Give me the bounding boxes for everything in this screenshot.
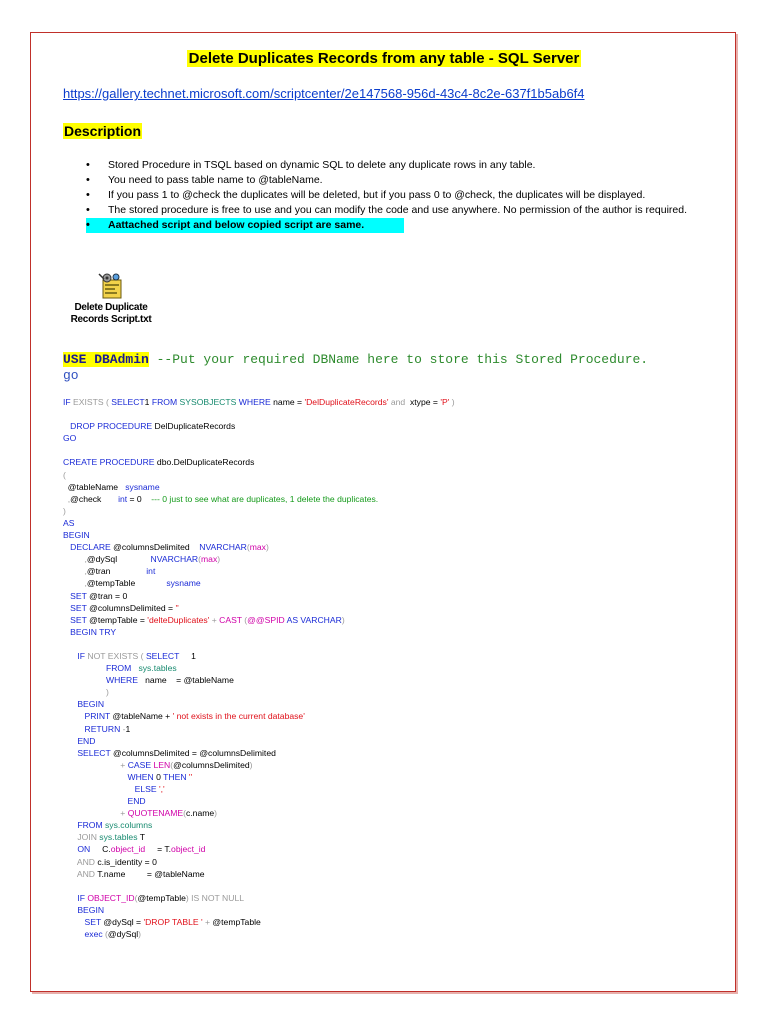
code-line (63, 928, 723, 940)
code-token: @tempTable (137, 892, 186, 903)
code-line (63, 396, 723, 408)
code-token: 'delteDuplicates' (147, 614, 210, 625)
code-token: SET (63, 917, 102, 928)
code-line (63, 565, 723, 577)
code-token: @tableName (63, 481, 126, 492)
code-token: @@SPID (247, 614, 285, 625)
code-line (63, 759, 723, 771)
code-line (63, 771, 723, 783)
code-token: END (63, 796, 146, 807)
code-token: @tempTable (212, 917, 261, 928)
code-token: SET (63, 602, 87, 613)
attachment-caption-line2: Records Script.txt (70, 314, 152, 325)
code-token: object_id (110, 844, 146, 855)
code-line (63, 529, 723, 541)
code-token: int (118, 493, 128, 504)
code-token: AS VARCHAR (284, 614, 342, 625)
code-token: SELECT (145, 650, 180, 661)
code-token: + (209, 614, 220, 625)
code-line (63, 674, 723, 686)
code-line (63, 626, 723, 638)
code-token: sysname (166, 578, 201, 589)
code-token: @tempTable = (86, 614, 148, 625)
code-token: FROM (151, 397, 178, 407)
code-token: ) (138, 929, 142, 940)
code-token: @dySql (107, 929, 139, 940)
code-token: END (63, 735, 96, 746)
code-token: @columnsDelimited = @columnsDelimited (110, 747, 276, 758)
code-token: sysname (125, 481, 160, 492)
code-token: ) (449, 397, 455, 407)
code-token: IF (63, 892, 85, 903)
code-line (63, 856, 723, 868)
code-token: CASE (127, 759, 152, 770)
code-token: BEGIN (63, 904, 105, 915)
bullet-item: • Stored Procedure in TSQL based on dynamic SQL to delete any duplicate rows in any table. (86, 159, 536, 171)
code-line (63, 747, 723, 759)
code-token: CREATE PROCEDURE (63, 457, 155, 468)
code-token: LEN (151, 759, 171, 770)
code-token: @columnsDelimited (173, 759, 250, 770)
code-token: EXISTS ( (70, 397, 112, 407)
code-line (63, 843, 723, 855)
code-token: name = @tableName (137, 675, 234, 686)
code-token: ) (217, 554, 221, 565)
code-token: , (63, 493, 71, 504)
code-token: xtype = (407, 397, 441, 407)
code-line (63, 735, 723, 747)
code-token: T (137, 832, 145, 843)
code-token: '' (186, 771, 193, 782)
code-line (63, 723, 723, 735)
code-token: NOT EXISTS ( (84, 650, 146, 661)
code-line (63, 505, 723, 517)
code-line (63, 541, 723, 553)
code-line (63, 456, 723, 468)
code-line (63, 553, 723, 565)
code-token: object_id (171, 844, 206, 855)
code-token: ( (63, 469, 66, 480)
code-line (63, 517, 723, 529)
code-line (63, 493, 723, 505)
code-token: sys.tables (131, 663, 177, 674)
code-token: SELECT (111, 397, 145, 407)
code-line (63, 892, 723, 904)
code-token: GO (63, 433, 77, 444)
code-line (63, 650, 723, 662)
bullet-item: • If you pass 1 to @check the duplicates will be deleted, but if you pass 0 to @check, the duplicates will be displayed. (86, 189, 646, 201)
code-token: IS NOT NULL (188, 892, 245, 903)
code-token: c.is_identity = 0 (95, 856, 157, 867)
code-token: ) (341, 614, 345, 625)
bullet-item: • You need to pass table name to @tableName. (86, 174, 323, 186)
code-token: 1 (144, 397, 152, 407)
code-line (63, 807, 723, 819)
code-token: 1 (125, 723, 131, 734)
code-token: SYSOBJECTS (177, 397, 239, 407)
code-token: ( (241, 614, 248, 625)
code-line (63, 880, 723, 892)
code-token: exec (63, 929, 103, 940)
use-keyword: USE DBAdmin (63, 352, 149, 367)
code-line (63, 698, 723, 710)
code-token: ON (63, 844, 91, 855)
use-database-line (63, 352, 648, 367)
code-token: AS (63, 517, 75, 528)
code-token: DelDuplicateRecords (152, 421, 236, 432)
bullet-item-highlighted: • Aattached script and below copied script are same. (86, 218, 404, 233)
code-token: ) (63, 687, 109, 698)
code-token: @tran = 0 (86, 590, 128, 601)
code-token: ( (102, 929, 108, 940)
code-token: ( (198, 554, 202, 565)
code-token: sys.tables (96, 832, 138, 843)
code-token: IF (63, 397, 71, 407)
code-token: ) (214, 808, 218, 819)
code-token: , (63, 566, 87, 577)
code-token: ( (246, 542, 250, 553)
code-line (63, 469, 723, 481)
code-token: AND (63, 856, 95, 867)
code-line (63, 408, 723, 420)
code-token: SET (63, 590, 87, 601)
description-heading: Description (64, 123, 142, 139)
code-token: SELECT (63, 747, 111, 758)
code-token: THEN (163, 771, 187, 782)
code-token: OBJECT_ID (84, 892, 135, 903)
code-token: RETURN (63, 723, 121, 734)
code-token: and (388, 397, 408, 407)
code-token: = T. (145, 844, 172, 855)
code-token: ( (134, 892, 138, 903)
code-line (63, 577, 723, 589)
go-line: go (63, 368, 79, 383)
attachment-caption-line1: Delete Duplicate (74, 302, 148, 313)
code-token: CAST (219, 614, 242, 625)
document-title: Delete Duplicates Records from any table - SQL Server (188, 50, 580, 67)
code-line (63, 831, 723, 843)
code-token: @tableName + (110, 711, 173, 722)
code-token: BEGIN TRY (63, 626, 117, 637)
code-token: NVARCHAR (199, 542, 247, 553)
code-token: 'P' (440, 397, 450, 407)
code-token: FROM (63, 663, 132, 674)
technet-gallery-link[interactable]: https://gallery.technet.microsoft.com/scriptcenter/2e147568-956d-43c4-8c2e-637f1b5ab6f4 (63, 86, 585, 101)
code-token: JOIN (63, 832, 97, 843)
code-line (63, 662, 723, 674)
code-token: ( (183, 808, 186, 819)
code-token: QUOTENAME (127, 808, 184, 819)
code-token: 0 (153, 771, 164, 782)
code-token: ) (63, 505, 66, 516)
code-line (63, 795, 723, 807)
code-token: ',' (156, 784, 165, 794)
sql-code-block (63, 396, 723, 940)
code-token: + (202, 917, 213, 928)
code-token: DROP PROCEDURE (63, 421, 153, 432)
code-line (63, 444, 723, 456)
code-token: @columnsDelimited = (86, 602, 176, 613)
code-token: , (63, 578, 87, 589)
code-token: dbo.DelDuplicateRecords (154, 457, 255, 468)
code-token: ( (170, 759, 174, 770)
code-token: , (63, 554, 87, 565)
code-line (63, 783, 723, 795)
code-token: DECLARE (63, 542, 111, 553)
code-token: sys.columns (102, 820, 153, 831)
code-line (63, 432, 723, 444)
code-token: int (146, 566, 156, 577)
code-token: C. (90, 844, 111, 855)
attached-script-file[interactable] (66, 272, 156, 326)
code-token: ) (249, 759, 253, 770)
code-token: @check (70, 493, 119, 504)
code-line (63, 868, 723, 880)
code-line (63, 819, 723, 831)
code-token: BEGIN (63, 530, 90, 541)
code-line (63, 590, 723, 602)
code-token: @tempTable (86, 578, 167, 589)
code-token: FROM (63, 820, 103, 831)
code-token: ' not exists in the current database' (172, 711, 305, 722)
code-token: T.name = @tableName (95, 868, 205, 879)
code-line (63, 916, 723, 928)
code-token: max (201, 554, 218, 565)
code-token: = 0 (127, 493, 152, 504)
code-token: ) (265, 542, 269, 553)
code-token: @tran (86, 566, 147, 577)
code-token: AND (63, 868, 95, 879)
code-token: NVARCHAR (150, 554, 199, 565)
code-line (63, 904, 723, 916)
script-file-icon (96, 272, 126, 300)
code-token: 'DROP TABLE ' (143, 917, 203, 928)
code-token: @dySql = (101, 917, 144, 928)
code-line (63, 638, 723, 650)
code-line (63, 710, 723, 722)
code-token: max (249, 542, 266, 553)
code-token: name = (270, 397, 305, 407)
use-comment: --Put your required DBName here to store this Stored Procedure. (148, 352, 649, 367)
code-token: '' (175, 602, 179, 613)
code-line (63, 686, 723, 698)
code-line (63, 481, 723, 493)
code-token: ) (185, 892, 189, 903)
description-bullet-list (86, 158, 706, 233)
code-token: BEGIN (63, 699, 105, 710)
code-token: @columnsDelimited (110, 542, 200, 553)
code-token: WHEN (63, 771, 154, 782)
code-token: + (63, 759, 128, 770)
code-token: SET (63, 614, 87, 625)
code-token: 'DelDuplicateRecords' (304, 397, 389, 407)
code-line (63, 420, 723, 432)
code-token: WHERE (238, 397, 271, 407)
code-token: WHERE (63, 675, 138, 686)
code-token: - (120, 723, 126, 734)
code-token: c.name (185, 808, 215, 819)
code-token: 1 (179, 650, 196, 661)
code-line (63, 614, 723, 626)
code-line (63, 602, 723, 614)
code-token: + (63, 808, 128, 819)
code-token: ELSE (63, 784, 157, 794)
code-token: --- 0 just to see what are duplicates, 1 delete the duplicates. (151, 493, 379, 504)
code-token: IF (63, 650, 85, 661)
code-token: @dySql (86, 554, 151, 565)
bullet-item: • The stored procedure is free to use and you can modify the code and use anywhere. No permission of the author is required. (86, 204, 687, 216)
code-token: PRINT (63, 711, 111, 722)
